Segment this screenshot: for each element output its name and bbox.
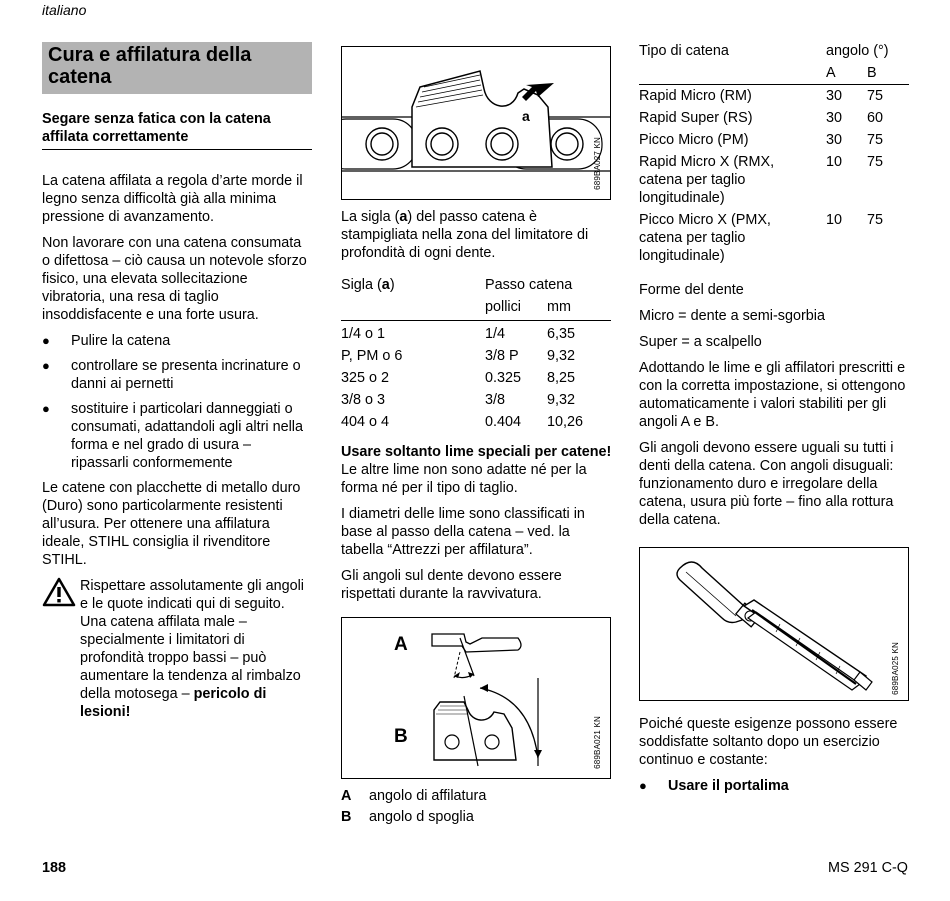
- pitch-caption: La sigla (a) del passo catena è stampigliata nella zona del limitatore di profondità di ogni dente.: [341, 209, 589, 261]
- table-row: 404 o 4 0.404 10,26: [341, 414, 584, 430]
- warning-text: Rispettare assolutamente gli angoli e le quote indicati qui di seguito. Una catena affilata male – specialmente i limitatori di profondità troppo bassi – può aumentare la tendenza al rimbalzo della motosega –: [80, 578, 304, 702]
- language-label: italiano: [42, 2, 87, 18]
- paragraph-duro: Le catene con placchette di metallo duro (Duro) sono particolarmente resistenti all’usura. Per ottenere una affilatura ideale, STIHL consiglia il rivenditore STIHL.: [42, 480, 301, 568]
- header-passo: Passo catena: [485, 277, 573, 293]
- header-sigla: Sigla (a): [341, 277, 395, 293]
- header-b: B: [867, 65, 877, 81]
- column-1: [42, 42, 312, 721]
- chain-pitch-illustration: [342, 47, 610, 199]
- column-3: [639, 42, 909, 802]
- paragraph-tooth-angles: Gli angoli sul dente devono essere rispettati durante la ravvivatura.: [341, 568, 562, 602]
- table-row: 1/4 o 1 1/4 6,35: [341, 326, 576, 342]
- figure-label-b: B: [394, 726, 408, 747]
- figure-code: 689BA025 KN: [891, 642, 900, 695]
- warning-triangle-icon: [42, 577, 80, 721]
- header-tipo: Tipo di catena: [639, 43, 729, 59]
- paragraph-micro: Micro = dente a semi-sgorbia: [639, 308, 825, 324]
- table-row: Picco Micro X (PMX, catena per taglio longitudinale) 10 75: [639, 212, 884, 264]
- paragraph-tooth-forms: Forme del dente: [639, 282, 744, 298]
- table-row: Picco Micro (PM) 30 75: [639, 132, 884, 148]
- section-subtitle: Segare senza fatica con la catena affilata correttamente: [42, 110, 312, 150]
- bullet-icon: ●: [42, 401, 50, 416]
- list-item: ● controllare se presenta incrinature o danni ai pernetti: [42, 358, 301, 392]
- table-row: Rapid Super (RS) 30 60: [639, 110, 884, 126]
- paragraph-equal-angles: Gli angoli devono essere uguali su tutti i denti della catena. Con angoli disuguali: funzionamento duro e irregolare della catena, usura più forte – fino alla rottura della catena.: [639, 440, 894, 528]
- paragraph-worn-chain: Non lavorare con una catena consumata o difettosa – ciò causa un notevole sforzo fisico, una elevata sollecitazione vibratoria, una resa di taglio insoddisfacente e una forte usura.: [42, 235, 307, 323]
- model-name: MS 291 C-Q: [828, 860, 908, 876]
- tooth-angles-figure: [341, 617, 611, 779]
- paragraph-continuous-practice: Poiché queste esigenze possono essere soddisfatte soltanto dopo un esercizio continuo e costante:: [639, 716, 898, 768]
- list-item: ● Usare il portalima: [639, 778, 789, 794]
- paragraph-super: Super = a scalpello: [639, 334, 762, 350]
- page-number: 188: [42, 860, 67, 876]
- chain-pitch-figure: [341, 46, 611, 200]
- pitch-table: [341, 276, 611, 435]
- table-row: 325 o 2 0.325 8,25: [341, 370, 576, 386]
- table-row: Rapid Micro X (RMX, catena per taglio longitudinale) 10 75: [639, 154, 884, 206]
- angle-table: [639, 42, 909, 269]
- bullet-icon: ●: [639, 778, 647, 793]
- table-row: P, PM o 6 3/8 P 9,32: [341, 348, 576, 364]
- column-2: [341, 42, 613, 829]
- table-row: Rapid Micro (RM) 30 75: [639, 88, 884, 104]
- section-title: Cura e affilatura della catena: [42, 42, 312, 94]
- list-item: ● sostituire i particolari danneggiati o consumati, adattandoli agli altri nella forma e nel grado di usura – ripassarli conformemente: [42, 401, 303, 471]
- file-holder-figure: [639, 547, 909, 701]
- paragraph-file-diameters: I diametri delle lime sono classificati in base al passo della catena – ved. la tabella “Attrezzi per affilatura”.: [341, 506, 585, 558]
- paragraph-special-files: Usare soltanto lime speciali per catene! Le altre lime non sono adatte né per la forma né per il tipo di taglio.: [341, 444, 612, 496]
- figure-label-a: A: [394, 634, 408, 655]
- legend-item: A angolo di affilatura: [341, 788, 487, 804]
- header-angolo: angolo (°): [826, 43, 889, 59]
- table-row: 3/8 o 3 3/8 9,32: [341, 392, 576, 408]
- figure-code: 689BA027 KN: [593, 137, 602, 190]
- legend-item: B angolo d spoglia: [341, 809, 474, 825]
- warning-danger: pericolo di lesioni!: [80, 686, 267, 720]
- bullet-icon: ●: [42, 358, 50, 373]
- file-holder-illustration: [640, 548, 908, 700]
- list-item: ● Pulire la catena: [42, 333, 171, 349]
- paragraph-prescribed-files: Adottando le lime e gli affilatori prescritti e con la corretta impostazione, si ottengono automaticamente i valori stabiliti per gli angoli A e B.: [639, 360, 906, 430]
- paragraph-intro: La catena affilata a regola d’arte morde il legno senza difficoltà già alla minima pressione di avanzamento.: [42, 173, 303, 225]
- header-mm: mm: [547, 299, 571, 315]
- header-a: A: [826, 65, 836, 81]
- bullet-icon: ●: [42, 333, 50, 348]
- tooth-angles-illustration: [342, 618, 610, 778]
- figure-code: 689BA021 KN: [593, 716, 602, 769]
- header-pollici: pollici: [485, 299, 521, 315]
- warning-block: [42, 577, 312, 721]
- figure-label-a: a: [522, 108, 530, 124]
